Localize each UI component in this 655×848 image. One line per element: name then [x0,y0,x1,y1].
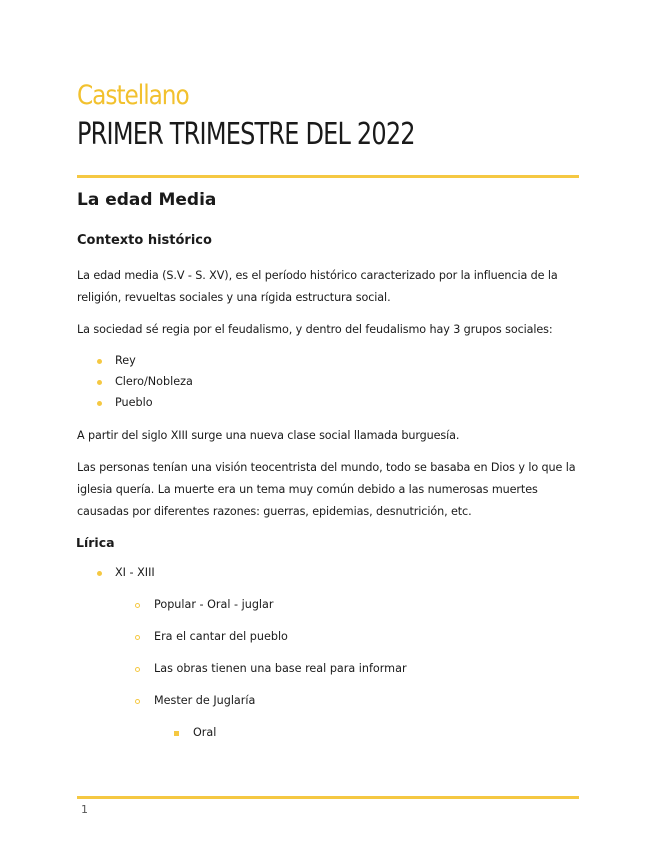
context-heading: Contexto histórico [77,233,212,248]
bullet-dot-icon [97,359,102,364]
list-item: Era el cantar del pueblo [154,630,288,643]
list-item: Pueblo [115,396,153,409]
bullet-dot-icon [97,380,102,385]
bullet-dot-icon [97,401,102,406]
bullet-circle-icon [135,667,140,672]
list-item: Clero/Nobleza [115,375,193,388]
header-divider [77,175,579,178]
list-item: Las obras tienen una base real para informar [154,662,407,675]
list-item: Mester de Juglaría [154,694,256,707]
page-number: 1 [81,803,88,816]
subject-title: Castellano [77,80,189,111]
paragraph-burguesia: A partir del siglo XIII surge una nueva clase social llamada burguesía. [77,429,460,442]
paragraph-feudalism: La sociedad sé regia por el feudalismo, y dentro del feudalismo hay 3 grupos sociales: [77,323,553,336]
list-item: XI - XIII [115,566,155,579]
paragraph-teocentrismo: Las personas tenían una visión teocentrista del mundo, todo se basaba en Dios y lo que la iglesia quería. La muerte era un tema muy común debido a las numerosas muertes causadas por diferentes razones: guerras, epidemias, desnutrición, etc. [77,461,576,518]
bullet-circle-icon [135,699,140,704]
list-item: Rey [115,354,136,367]
bullet-circle-icon [135,603,140,608]
bullet-dot-icon [97,571,102,576]
document-title: PRIMER TRIMESTRE DEL 2022 [77,117,415,152]
bullet-circle-icon [135,635,140,640]
bullet-square-icon [174,731,179,736]
section-heading: La edad Media [77,190,217,210]
list-item: Oral [193,726,217,739]
lirica-heading: Lírica [76,535,115,550]
footer-divider [77,796,579,799]
list-item: Popular - Oral - juglar [154,598,274,611]
paragraph-intro: La edad media (S.V - S. XV), es el período histórico caracterizado por la influencia de la religión, revueltas sociales y una rígida estructura social. [77,269,558,304]
